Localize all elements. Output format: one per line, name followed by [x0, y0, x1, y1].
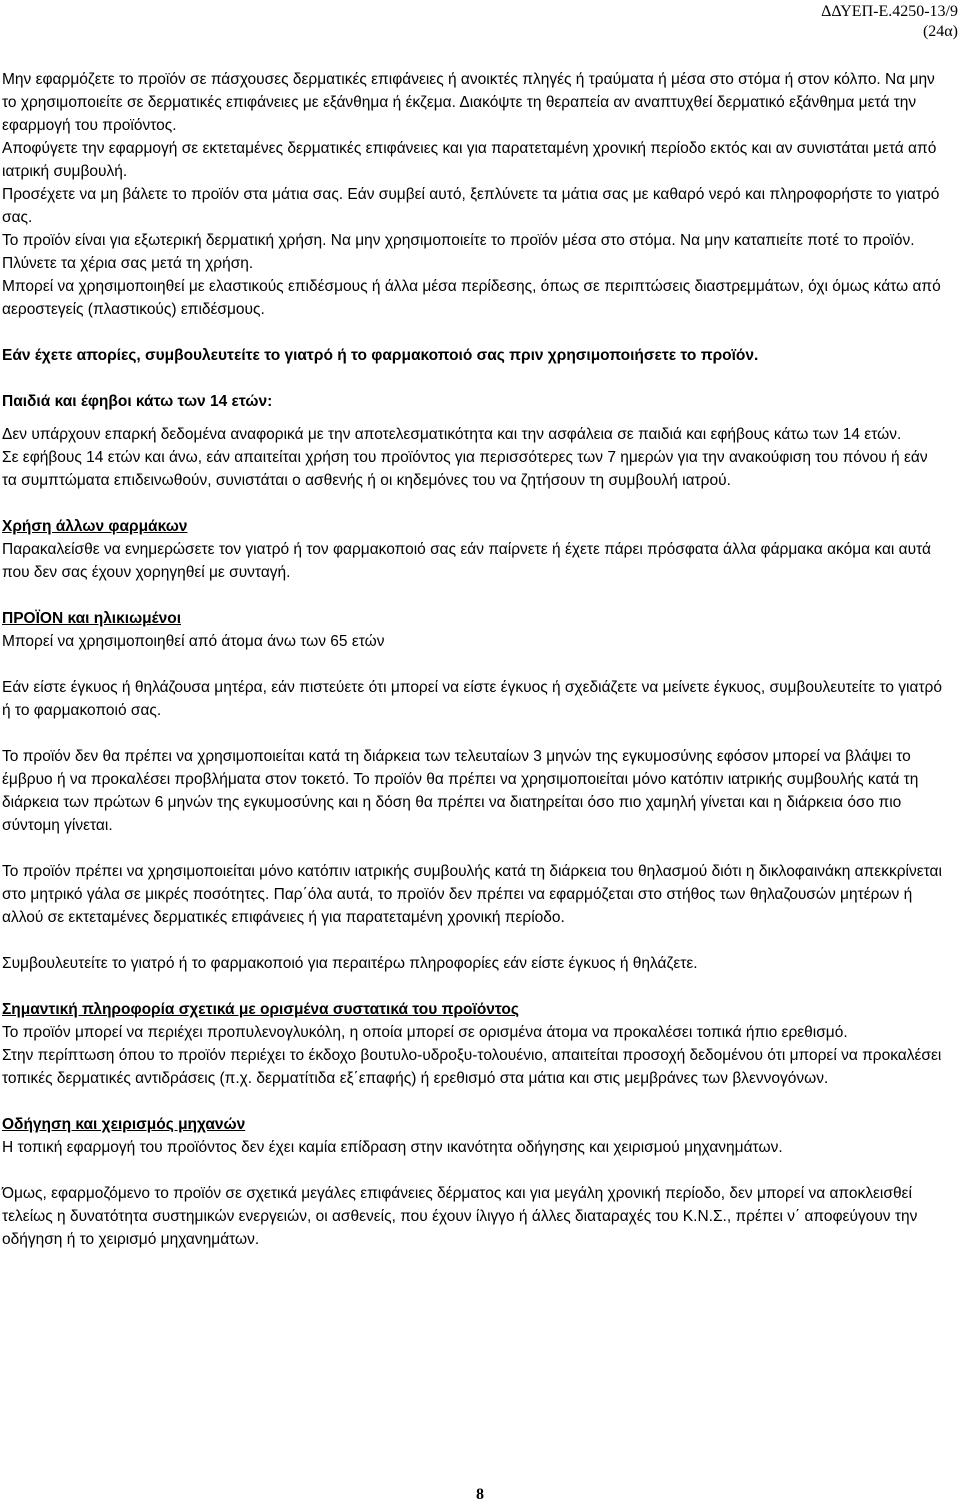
other-meds-heading: Χρήση άλλων φαρμάκων	[2, 518, 188, 535]
warning-paragraph: Το προϊόν είναι για εξωτερική δερματική χρήση. Να μην χρησιμοποιείτε το προϊόν μέσα στο στόμα. Να μην καταπιείτε ποτέ το προϊόν. Πλύνετε τα χέρια σας μετά τη χρήση.	[2, 232, 915, 272]
document-reference	[821, 2, 958, 42]
children-paragraph: Δεν υπάρχουν επαρκή δεδομένα αναφορικά με την αποτελεσματικότητα και την ασφάλεια σε παιδιά και εφήβους κάτω των 14 ετών.	[2, 426, 902, 443]
important-heading: Σημαντική πληροφορία σχετικά με ορισμένα συστατικά του προϊόντος	[2, 1001, 519, 1018]
driving-paragraph: Όμως, εφαρμοζόμενο το προϊόν σε σχετικά μεγάλες επιφάνειες δέρματος και για μεγάλη χρονική περίοδο, δεν μπορεί να αποκλεισθεί τελείως η δυνατότητα συστημικών ενεργειών, οι ασθενείς, που έχουν ίλιγγο ή άλλες διαταραχές του Κ.Ν.Σ., πρέπει ν΄ αποφεύγουν την οδήγηση ή το χειρισμό μηχανημάτων.	[2, 1185, 918, 1248]
warning-paragraph: Μπορεί να χρησιμοποιηθεί με ελαστικούς επιδέσμους ή άλλα μέσα περίδεσης, όπως σε περιπτώσεις διαστρεμμάτων, όχι όμως κάτω από αεροστεγείς (πλαστικούς) επιδέσμους.	[2, 278, 941, 318]
warning-paragraph: Προσέχετε να μη βάλετε το προϊόν στα μάτια σας. Εάν συμβεί αυτό, ξεπλύνετε τα μάτια σας με καθαρό νερό και πληροφορήστε το γιατρό σας.	[2, 186, 940, 226]
important-paragraph: Το προϊόν μπορεί να περιέχει προπυλενογλυκόλη, η οποία μπορεί σε ορισμένα άτομα να προκαλέσει τοπικά ήπιο ερεθισμό.	[2, 1024, 848, 1041]
driving-paragraph: Η τοπική εφαρμογή του προϊόντος δεν έχει καμία επίδραση στην ικανότητα οδήγησης και χειρισμού μηχανημάτων.	[2, 1139, 783, 1156]
document-code: ΔΔΥΕΠ-Ε.4250-13/9	[821, 3, 958, 20]
warning-paragraph: Αποφύγετε την εφαρμογή σε εκτεταμένες δερματικές επιφάνειες και για παρατεταμένη χρονική περίοδο εκτός και αν συνιστάται μετά από ιατρική συμβουλή.	[2, 140, 937, 180]
warning-paragraph: Μην εφαρμόζετε το προϊόν σε πάσχουσες δερματικές επιφάνειες ή ανοικτές πληγές ή τραύματα ή μέσα στο στόμα ή στον κόλπο. Να μην το χρησιμοποιείτε σε δερματικές επιφάνειες με εξάνθημα ή έκζεμα. Διακόψτε τη θεραπεία αν αναπτυχθεί δερματικό εξάνθημα μετά την εφαρμογή του προϊόντος.	[2, 71, 935, 134]
pregnancy-paragraph: Συμβουλευτείτε το γιατρό ή το φαρμακοποιό για περαιτέρω πληροφορίες εάν είστε έγκυος ή θηλάζετε.	[2, 955, 698, 972]
pregnancy-paragraph: Το προϊόν πρέπει να χρησιμοποιείται μόνο κατόπιν ιατρικής συμβουλής κατά τη διάρκεια του θηλασμού διότι η δικλοφαινάκη απεκκρίνεται στο μητρικό γάλα σε μικρές ποσότητες. Παρ΄όλα αυτά, το προϊόν δεν πρέπει να εφαρμόζεται στο στήθος των θηλαζουσών μητέρων ή αλλού σε εκτεταμένες δερματικές επιφάνειες ή για παρατεταμένη χρονική περίοδο.	[2, 863, 942, 926]
other-meds-text: Παρακαλείσθε να ενημερώσετε τον γιατρό ή τον φαρμακοποιό σας εάν παίρνετε ή έχετε πάρει πρόσφατα άλλα φάρμακα ακόμα και αυτά που δεν σας έχουν χορηγηθεί με συνταγή.	[2, 541, 931, 581]
page-number: 8	[476, 1486, 484, 1503]
elderly-heading: ΠΡΟΪΟΝ και ηλικιωμένοι	[2, 610, 182, 627]
pregnancy-paragraph: Το προϊόν δεν θα πρέπει να χρησιμοποιείται κατά τη διάρκεια των τελευταίων 3 μηνών της εγκυμοσύνης εφόσον μπορεί να βλάψει το έμβρυο ή να προκαλέσει προβλήματα στον τοκετό. Το προϊόν θα πρέπει να χρησιμοποιείται μόνο κατόπιν ιατρικής συμβουλής κατά τη διάρκεια των πρώτων 6 μηνών της εγκυμοσύνης και η δόση θα πρέπει να διατηρείται όσο πιο χαμηλή γίνεται και η διάρκεια όσο πιο σύντομη γίνεται.	[2, 748, 919, 834]
children-heading: Παιδιά και έφηβοι κάτω των 14 ετών:	[2, 393, 273, 410]
children-paragraph: Σε εφήβους 14 ετών και άνω, εάν απαιτείται χρήση του προϊόντος για περισσότερες των 7 ημερών για την ανακούφιση του πόνου ή εάν τα συμπτώματα επιδεινωθούν, συνιστάται ο ασθενής ή οι κηδεμόνες του να ζητήσουν τη συμβουλή ιατρού.	[2, 449, 928, 489]
pregnancy-paragraph: Εάν είστε έγκυος ή θηλάζουσα μητέρα, εάν πιστεύετε ότι μπορεί να είστε έγκυος ή σχεδιάζετε να μείνετε έγκυος, συμβουλευτείτε το γιατρό ή το φαρμακοποιό σας.	[2, 679, 942, 719]
document-body	[2, 68, 942, 1251]
document-code-sub: (24α)	[922, 23, 958, 40]
driving-heading: Οδήγηση και χειρισμός μηχανών	[2, 1116, 246, 1133]
elderly-text: Μπορεί να χρησιμοποιηθεί από άτομα άνω των 65 ετών	[2, 633, 385, 650]
important-paragraph: Στην περίπτωση όπου το προϊόν περιέχει το έκδοχο βουτυλο-υδροξυ-τολουένιο, απαιτείται προσοχή δεδομένου ότι μπορεί να προκαλέσει τοπικές δερματικές αντιδράσεις (π.χ. δερματίτιδα εξ΄επαφής) ή ερεθισμό στα μάτια και στις μεμβράνες των βλεννογόνων.	[2, 1047, 942, 1087]
advice-bold: Εάν έχετε απορίες, συμβουλευτείτε το γιατρό ή το φαρμακοποιό σας πριν χρησιμοποιήσετε το προϊόν.	[2, 347, 759, 364]
